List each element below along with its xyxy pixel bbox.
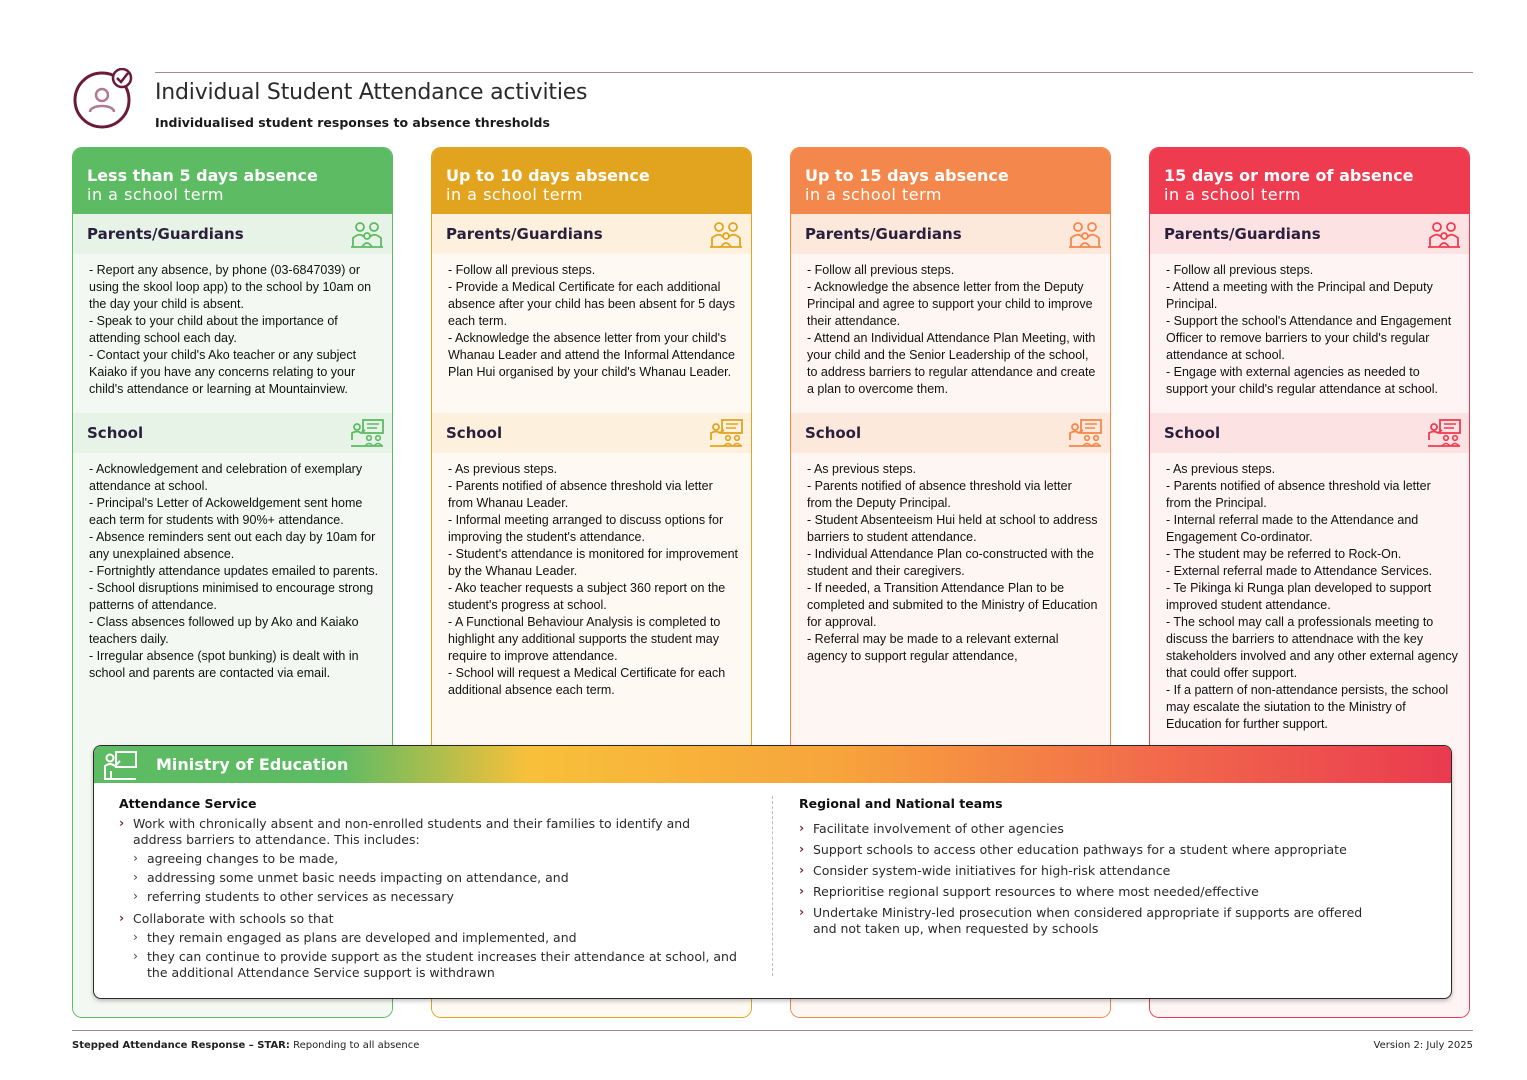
list-subitem: › they remain engaged as plans are developed and implemented, and bbox=[119, 930, 739, 946]
school-line: - Parents notified of absence threshold via letter from Whanau Leader. bbox=[448, 479, 713, 510]
parents-band bbox=[1150, 214, 1469, 254]
school-band bbox=[1150, 413, 1469, 453]
page-title: Individual Student Attendance activities bbox=[155, 80, 588, 105]
family-icon bbox=[709, 219, 743, 249]
list-item: › Work with chronically absent and non-enrolled students and their families to identify and address barriers to attendance. This includes: bbox=[119, 816, 739, 848]
ministry-title: Ministry of Education bbox=[156, 755, 349, 774]
parents-line: - Acknowledge the absence letter from the Deputy Principal and agree to support your child to improve their attendance. bbox=[807, 280, 1093, 328]
parents-label: Parents/Guardians bbox=[805, 225, 962, 243]
footer-version: Version 2: July 2025 bbox=[1373, 1040, 1473, 1051]
parents-band bbox=[791, 214, 1110, 254]
school-band bbox=[791, 413, 1110, 453]
list-subitem: › referring students to other services as necessary bbox=[119, 889, 739, 905]
parents-line: - Contact your child's Ako teacher or any subject Kaiako if you have any concerns relating to your child's attendance or learning at Mountainview. bbox=[89, 348, 357, 396]
column-header bbox=[791, 148, 1110, 214]
column-heading: Up to 15 days absence bbox=[805, 166, 1009, 185]
regional-teams-heading: Regional and National teams bbox=[799, 796, 1003, 811]
school-label: School bbox=[446, 424, 503, 442]
column-heading: Up to 10 days absence bbox=[446, 166, 650, 185]
section-divider bbox=[772, 796, 773, 976]
column-subheading: in a school term bbox=[446, 185, 583, 204]
school-line: - School will request a Medical Certificate for each additional absence each term. bbox=[448, 666, 726, 697]
parents-label: Parents/Guardians bbox=[1164, 225, 1321, 243]
list-subitem: › they can continue to provide support as the student increases their attendance at school, and the additional Attendance Service support is withdrawn bbox=[119, 949, 739, 981]
attendance-service-heading: Attendance Service bbox=[119, 796, 257, 811]
parents-label: Parents/Guardians bbox=[446, 225, 603, 243]
school-line: - External referral made to Attendance Services. bbox=[1166, 564, 1433, 578]
school-line: - A Functional Behaviour Analysis is completed to highlight any additional supports the student may require to improve attendance. bbox=[448, 615, 721, 663]
school-line: - Class absences followed up by Ako and Kaiako teachers daily. bbox=[89, 615, 359, 646]
parents-line: - Follow all previous steps. bbox=[807, 263, 955, 277]
list-subitem: › agreeing changes to be made, bbox=[119, 851, 739, 867]
family-icon bbox=[1068, 219, 1102, 249]
top-rule bbox=[155, 72, 1473, 73]
school-label: School bbox=[805, 424, 862, 442]
school-line: - Student Absenteeism Hui held at school to address barriers to student attendance. bbox=[807, 513, 1098, 544]
attendance-service-section bbox=[119, 796, 739, 984]
parents-line: - Provide a Medical Certificate for each additional absence after your child has been absent for 5 days each term. bbox=[448, 280, 735, 328]
teacher-presenting-icon bbox=[102, 749, 138, 781]
school-line: - Parents notified of absence threshold via letter from the Principal. bbox=[1166, 479, 1431, 510]
classroom-icon bbox=[709, 418, 743, 448]
column-subheading: in a school term bbox=[805, 185, 942, 204]
school-line: - As previous steps. bbox=[807, 462, 917, 476]
school-line: - Te Pikinga ki Runga plan developed to support improved student attendance. bbox=[1166, 581, 1432, 612]
footer-subtitle: Reponding to all absence bbox=[289, 1040, 420, 1051]
column-heading: Less than 5 days absence bbox=[87, 166, 318, 185]
school-line: - Fortnightly attendance updates emailed to parents. bbox=[89, 564, 379, 578]
school-text bbox=[791, 453, 1110, 665]
school-line: - Student's attendance is monitored for improvement by the Whanau Leader. bbox=[448, 547, 739, 578]
parents-text bbox=[432, 254, 751, 413]
parents-line: - Attend a meeting with the Principal and Deputy Principal. bbox=[1166, 280, 1433, 311]
parents-text bbox=[73, 254, 392, 413]
parents-band bbox=[73, 214, 392, 254]
footer-title: Stepped Attendance Response – STAR: bbox=[72, 1040, 290, 1051]
school-line: - Informal meeting arranged to discuss options for improving the student's attendance. bbox=[448, 513, 724, 544]
parents-line: - Acknowledge the absence letter from your child's Whanau Leader and attend the Informal Attendance Plan Hui organised by your child's Whanau Leader. bbox=[448, 331, 736, 379]
parents-line: - Follow all previous steps. bbox=[448, 263, 596, 277]
parents-line: - Report any absence, by phone (03-6847039) or using the skool loop app) to the school by 10am on the day your child is absent. bbox=[89, 263, 372, 311]
parents-label: Parents/Guardians bbox=[87, 225, 244, 243]
parents-line: - Follow all previous steps. bbox=[1166, 263, 1314, 277]
classroom-icon bbox=[350, 418, 384, 448]
school-line: - Irregular absence (spot bunking) is dealt with in school and parents are contacted via email. bbox=[89, 649, 359, 680]
parents-line: - Attend an Individual Attendance Plan Meeting, with your child and the Senior Leadership of the school, to address barriers to regular attendance and create a plan to overcome them. bbox=[807, 331, 1096, 396]
page-subtitle: Individualised student responses to absence thresholds bbox=[155, 115, 550, 130]
column-header bbox=[1150, 148, 1469, 214]
student-check-icon bbox=[72, 68, 134, 130]
column-subheading: in a school term bbox=[87, 185, 224, 204]
list-item: › Collaborate with schools so that bbox=[119, 911, 739, 927]
school-line: - Absence reminders sent out each day by 10am for any unexplained absence. bbox=[89, 530, 376, 561]
regional-teams-section bbox=[799, 796, 1389, 942]
list-item: › Support schools to access other education pathways for a student where appropriate bbox=[799, 842, 1389, 858]
school-line: - As previous steps. bbox=[1166, 462, 1276, 476]
parents-text bbox=[1150, 254, 1469, 413]
list-item: › Undertake Ministry-led prosecution when considered appropriate if supports are offered and not taken up, when requested by schools bbox=[799, 905, 1389, 937]
regional-teams-list bbox=[799, 821, 1389, 937]
school-line: - The school may call a professionals meeting to discuss the barriers to attendnace with the key stakeholders involved and any other external agency that could offer support. bbox=[1166, 615, 1458, 680]
school-line: - If needed, a Transition Attendance Plan to be completed and submited to the Ministry of Education for approval. bbox=[807, 581, 1098, 629]
school-line: - Parents notified of absence threshold via letter from the Deputy Principal. bbox=[807, 479, 1072, 510]
school-line: - The student may be referred to Rock-On. bbox=[1166, 547, 1402, 561]
school-line: - Internal referral made to the Attendance and Engagement Co-ordinator. bbox=[1166, 513, 1419, 544]
school-line: - Individual Attendance Plan co-constructed with the student and their caregivers. bbox=[807, 547, 1094, 578]
school-line: - As previous steps. bbox=[448, 462, 558, 476]
column-header bbox=[432, 148, 751, 214]
parents-line: - Engage with external agencies as needed to support your child's regular attendance at school. bbox=[1166, 365, 1438, 396]
school-line: - If a pattern of non-attendance persists, the school may escalate the siutation to the Ministry of Education for further support. bbox=[1166, 683, 1449, 731]
attendance-service-list bbox=[119, 816, 739, 981]
school-text bbox=[73, 453, 392, 682]
parents-band bbox=[432, 214, 751, 254]
family-icon bbox=[1427, 219, 1461, 249]
list-item: › Facilitate involvement of other agencies bbox=[799, 821, 1389, 837]
school-line: - Referral may be made to a relevant external agency to support regular attendance, bbox=[807, 632, 1059, 663]
ministry-header bbox=[94, 746, 1451, 783]
school-line: - Principal's Letter of Ackoweldgement sent home each term for students with 90%+ attendance. bbox=[89, 496, 363, 527]
list-item: › Reprioritise regional support resources to where most needed/effective bbox=[799, 884, 1389, 900]
family-icon bbox=[350, 219, 384, 249]
parents-line: - Speak to your child about the importance of attending school each day. bbox=[89, 314, 338, 345]
school-band bbox=[73, 413, 392, 453]
classroom-icon bbox=[1427, 418, 1461, 448]
list-item: › Consider system-wide initiatives for high-risk attendance bbox=[799, 863, 1389, 879]
column-subheading: in a school term bbox=[1164, 185, 1301, 204]
list-subitem: › addressing some unmet basic needs impacting on attendance, and bbox=[119, 870, 739, 886]
school-text bbox=[1150, 453, 1469, 733]
school-line: - Acknowledgement and celebration of exemplary attendance at school. bbox=[89, 462, 363, 493]
school-text bbox=[432, 453, 751, 699]
classroom-icon bbox=[1068, 418, 1102, 448]
ministry-panel bbox=[93, 745, 1452, 999]
school-band bbox=[432, 413, 751, 453]
column-header bbox=[73, 148, 392, 214]
school-line: - School disruptions minimised to encourage strong patterns of attendance. bbox=[89, 581, 374, 612]
parents-text bbox=[791, 254, 1110, 413]
column-heading: 15 days or more of absence bbox=[1164, 166, 1414, 185]
bottom-rule bbox=[72, 1030, 1473, 1031]
footer-left bbox=[72, 1040, 419, 1051]
school-line: - Ako teacher requests a subject 360 report on the student's progress at school. bbox=[448, 581, 726, 612]
school-label: School bbox=[1164, 424, 1221, 442]
parents-line: - Support the school's Attendance and Engagement Officer to remove barriers to your child's regular attendance at school. bbox=[1166, 314, 1452, 362]
school-label: School bbox=[87, 424, 144, 442]
